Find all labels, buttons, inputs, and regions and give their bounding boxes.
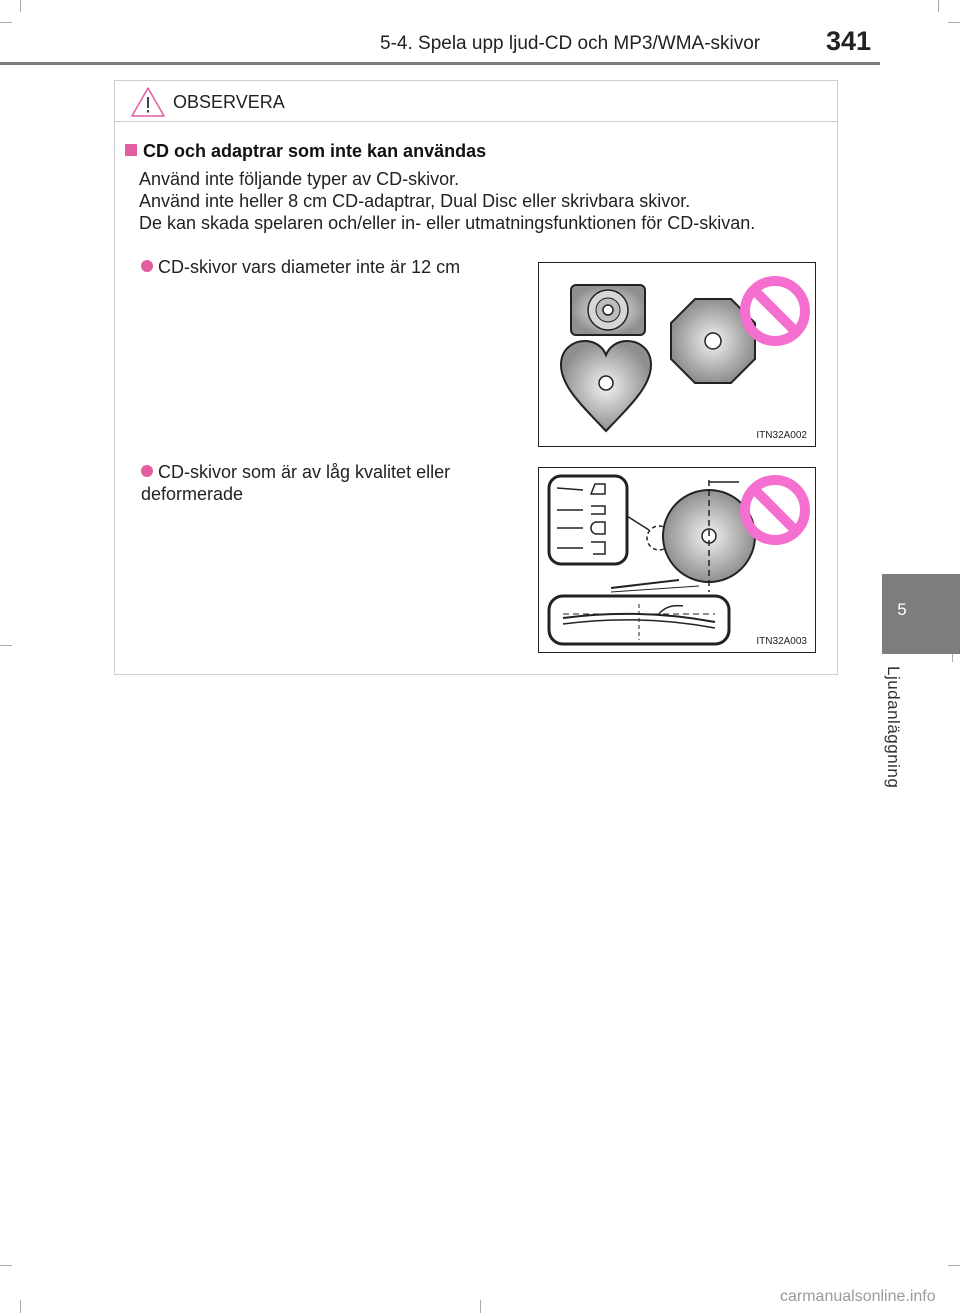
list-item [141, 256, 521, 278]
notice-header [115, 81, 837, 122]
crop-mark [0, 645, 12, 646]
notice-box [114, 80, 838, 675]
page-number: 341 [826, 26, 872, 56]
circle-bullet-icon [141, 465, 153, 477]
crop-mark [938, 0, 939, 12]
crop-mark [0, 1265, 12, 1266]
section-heading-text: CD och adaptrar som inte kan användas [143, 141, 487, 161]
warning-triangle-icon [130, 86, 166, 118]
chapter-label: Ljudanläggning [884, 666, 903, 789]
crop-mark [948, 1265, 960, 1266]
figure-code: ITN32A002 [756, 430, 807, 441]
figure-odd-shaped-discs [538, 262, 816, 447]
list-item-text: CD-skivor vars diameter inte är 12 cm [158, 257, 461, 277]
paragraph: Använd inte följande typer av CD-skivor. [139, 169, 460, 189]
header-rule [0, 62, 880, 65]
paragraph: De kan skada spelaren och/eller in- eller utmatningsfunktionen för CD-skivan. [139, 213, 756, 233]
circle-bullet-icon [141, 260, 153, 272]
figure-deformed-discs [538, 467, 816, 653]
footer-watermark: carmanualsonline.info [780, 1288, 936, 1305]
square-bullet-icon [125, 144, 137, 156]
odd-shaped-discs-illustration [539, 263, 815, 446]
crop-mark [20, 1300, 21, 1313]
crop-mark [0, 22, 12, 23]
page-header [0, 0, 960, 70]
list-item-text: CD-skivor som är av låg kvalitet eller deformerade [141, 462, 451, 504]
section-title: 5-4. Spela upp ljud-CD och MP3/WMA-skivor [380, 33, 761, 54]
section-heading [125, 141, 486, 162]
figure-code: ITN32A003 [756, 636, 807, 647]
list-item [141, 461, 521, 505]
paragraph: Använd inte heller 8 cm CD-adaptrar, Dual Disc eller skrivbara skivor. [139, 191, 691, 211]
chapter-tab[interactable] [882, 574, 960, 654]
deformed-discs-illustration [539, 468, 815, 652]
crop-mark [20, 0, 21, 12]
crop-mark [948, 22, 960, 23]
chapter-number: 5 [897, 600, 907, 619]
crop-mark [480, 1300, 481, 1313]
notice-label: OBSERVERA [173, 92, 285, 112]
